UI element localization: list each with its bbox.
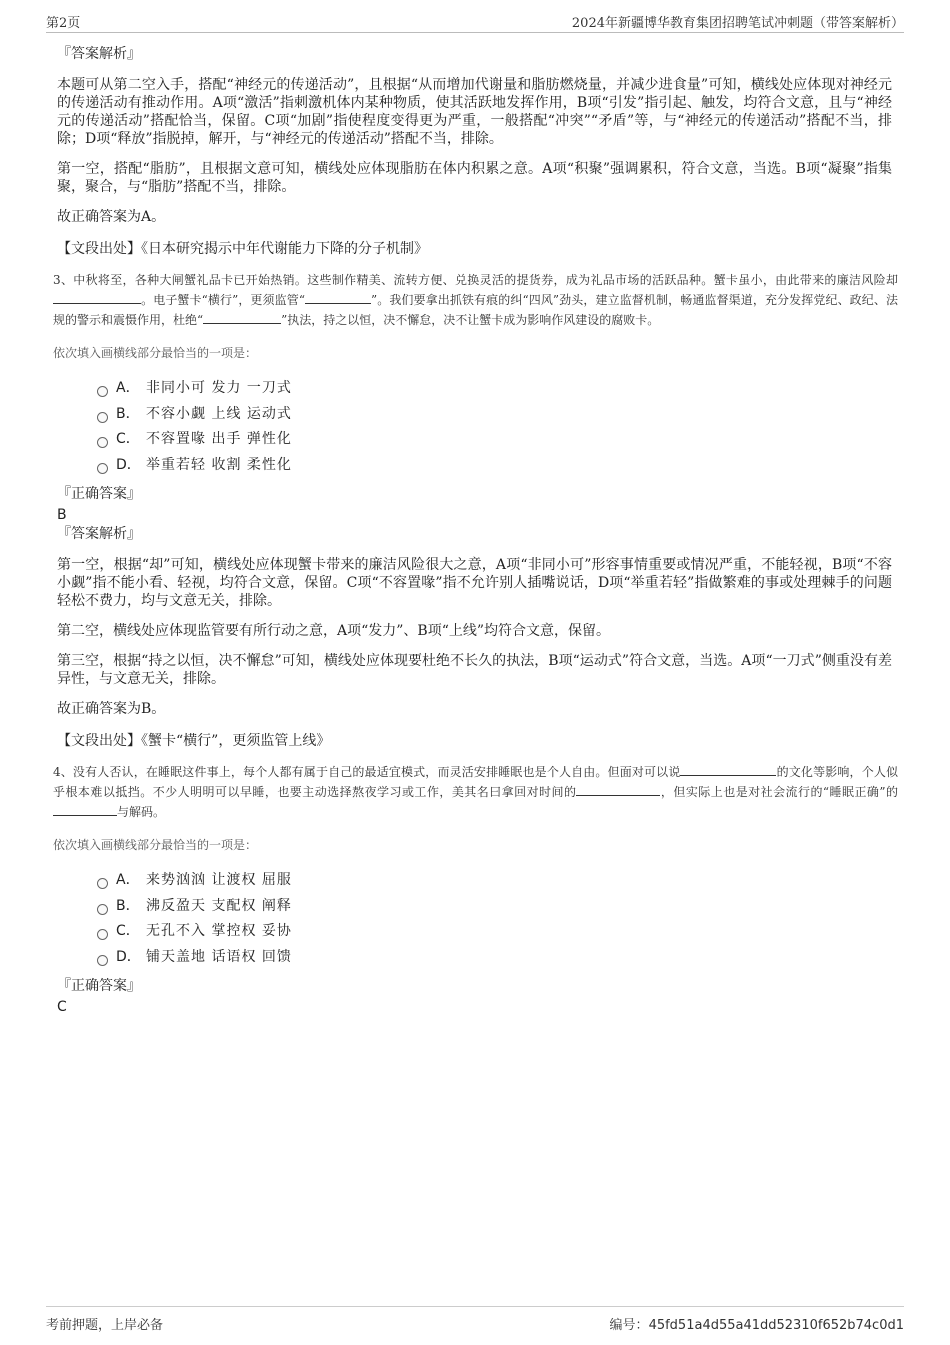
page-number: 第2页 [46, 16, 81, 31]
blank-line [53, 290, 141, 304]
code-label: 编号： [609, 1318, 649, 1333]
analysis-conclusion: 故正确答案为B。 [57, 701, 166, 717]
option-c[interactable]: C． 无孔不入 掌控权 妥协 [97, 919, 892, 945]
option-d[interactable]: D． 铺天盖地 话语权 回馈 [97, 945, 892, 971]
code-value: 45fd51a4d55a41dd52310f652b74c0d1 [648, 1318, 904, 1333]
analysis-heading: 『答案解析』 [57, 526, 141, 542]
blank-line [680, 762, 776, 776]
analysis-paragraph: 第三空，根据“持之以恒，决不懈怠”可知，横线处应体现要杜绝不长久的执法，B项“运动式”符合文意，当选。A项“一刀式”侧重没有差异性，与文意无关，排除。 [57, 653, 892, 687]
option-b[interactable]: B． 不容小觑 上线 运动式 [97, 402, 892, 428]
radio-button[interactable] [97, 437, 108, 448]
blank-line [576, 782, 660, 796]
page-header [46, 10, 904, 33]
analysis-paragraph: 第二空，横线处应体现监管要有所行动之意，A项“发力”、B项“上线”均符合文意，保留。 [57, 623, 611, 639]
blank-line [203, 310, 281, 324]
blank-line [53, 802, 117, 816]
radio-button[interactable] [97, 955, 108, 966]
correct-answer: B [57, 507, 67, 523]
document-code [610, 1314, 904, 1333]
analysis-heading: 『答案解析』 [57, 46, 141, 62]
question-instruction: 依次填入画横线部分最恰当的一项是： [53, 838, 258, 852]
radio-button[interactable] [97, 412, 108, 423]
option-a[interactable]: A． 非同小可 发力 一刀式 [97, 376, 892, 402]
question-4-options [97, 868, 892, 970]
radio-button[interactable] [97, 463, 108, 474]
blank-line [305, 290, 371, 304]
correct-answer-heading: 『正确答案』 [57, 486, 141, 502]
document-body [53, 44, 898, 1016]
radio-button[interactable] [97, 904, 108, 915]
footer-slogan: 考前押题，上岸必备 [46, 1318, 164, 1333]
option-d[interactable]: D． 举重若轻 收割 柔性化 [97, 453, 892, 479]
analysis-paragraph: 第一空，搭配“脂肪”，且根据文意可知，横线处应体现脂肪在体内积累之意。A项“积聚”强调累积，符合文意，当选。B项“凝聚”指集聚，聚合，与“脂肪”搭配不当，排除。 [57, 161, 892, 195]
question-4-stem: 4、没有人否认，在睡眠这件事上，每个人都有属于自己的最适宜模式，而灵活安排睡眠也是个人自由。但面对可以说 的文化等影响，个人似乎根本难以抵挡。不少人明明可以早睡，也要主动选择熬夜学习或工作，美其名曰拿回对时间的 ，但实际上也是对社会流行的“睡眠正确”的与解码。 [53, 762, 898, 822]
analysis-conclusion: 故正确答案为A。 [57, 209, 166, 225]
analysis-paragraph: 本题可从第二空入手，搭配“神经元的传递活动”，且根据“从而增加代谢量和脂肪燃烧量，并减少进食量”可知，横线处应体现对神经元的传递活动有推动作用。A项“激活”指刺激机体内某种物质，使其活跃地发挥作用，B项“引发”指引起、触发，均符合文意，且与“神经元的传递活动”搭配恰当，保留。C项“加剧”指使程度变得更为严重，一般搭配“冲突”“矛盾”等，与“神经元的传递活动”搭配不当，排除；D项“释放”指脱掉，解开，与“神经元的传递活动”搭配不当，排除。 [57, 77, 892, 147]
document-title: 2024年新疆博华教育集团招聘笔试冲刺题（带答案解析） [571, 16, 904, 31]
option-a[interactable]: A． 来势汹汹 让渡权 屈服 [97, 868, 892, 894]
question-instruction: 依次填入画横线部分最恰当的一项是： [53, 346, 258, 360]
question-3-stem: 3、中秋将至，各种大闸蟹礼品卡已开始热销。这些制作精美、流转方便、兑换灵活的提货券，成为礼品市场的活跃品种。蟹卡虽小，由此带来的廉洁风险却。电子蟹卡“横行”，更须监管“ ”。我们要拿出抓铁有痕的纠“四风”劲头，建立监督机制，畅通监督渠道，充分发挥党纪、政纪、法规的警示和震慑作用，杜绝“ ”执法，持之以恒，决不懈怠，决不让蟹卡成为影响作风建设的腐败卡。 [53, 273, 898, 327]
radio-button[interactable] [97, 878, 108, 889]
option-b[interactable]: B． 沸反盈天 支配权 阐释 [97, 894, 892, 920]
option-c[interactable]: C． 不容置喙 出手 弹性化 [97, 427, 892, 453]
page-footer [46, 1306, 904, 1335]
question-3-options [97, 376, 892, 478]
radio-button[interactable] [97, 929, 108, 940]
analysis-paragraph: 第一空，根据“却”可知，横线处应体现蟹卡带来的廉洁风险很大之意，A项“非同小可”形容事情重要或情况严重，不能轻视，B项“不容小觑”指不能小看、轻视，均符合文意，保留。C项“不容置喙”指不允许别人插嘴说话，D项“举重若轻”指做繁难的事或处理棘手的问题轻松不费力，均与文意无关，排除。 [57, 557, 892, 609]
radio-button[interactable] [97, 386, 108, 397]
correct-answer-heading: 『正确答案』 [57, 978, 141, 994]
correct-answer: C [57, 999, 67, 1015]
source-citation: 【文段出处】《日本研究揭示中年代谢能力下降的分子机制》 [57, 241, 428, 257]
source-citation: 【文段出处】《蟹卡“横行”，更须监管上线》 [57, 733, 331, 749]
